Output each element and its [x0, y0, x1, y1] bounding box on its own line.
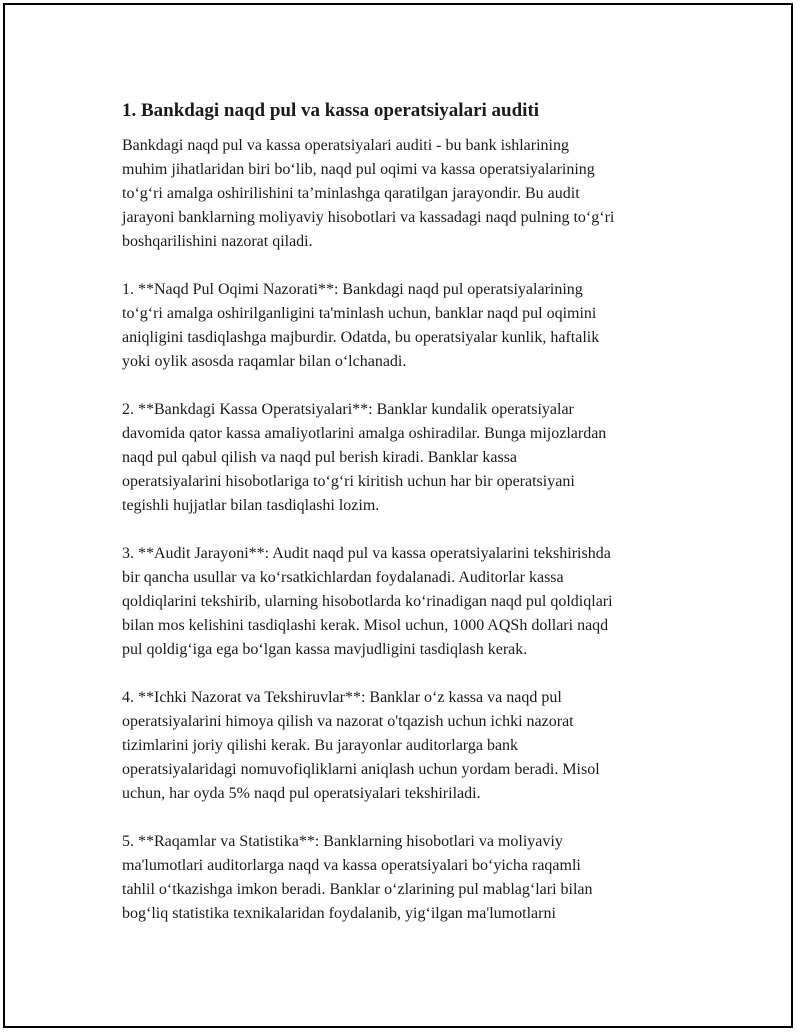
document-title: 1. Bankdagi naqd pul va kassa operatsiyalari auditi — [122, 100, 540, 121]
section-5-paragraph: 5. **Raqamlar va Statistika**: Banklarning hisobotlari va moliyaviy ma'lumotlari auditorlarga naqd va kassa operatsiyalari bo‘yicha raqamli tahlil o‘tkazishga imkon beradi. Banklar o‘zlarining pul mablag‘lari bilan bog‘liq statistika texnikalaridan foydalanib, yig‘ilgan ma'lumotlarni — [122, 833, 593, 922]
section-4-paragraph: 4. **Ichki Nazorat va Tekshiruvlar**: Banklar o‘z kassa va naqd pul operatsiyalarini himoya qilish va nazorat o'tqazish uchun ichki nazorat tizimlarini joriy qilishi kerak. Bu jarayonlar auditorlarga bank operatsiyalaridagi nomuvofiqliklarni aniqlash uchun yordam beradi. Misol uchun, har oyda 5% naqd pul operatsiyalari tekshiriladi. — [122, 689, 600, 802]
document-body — [122, 98, 712, 950]
intro-paragraph: Bankdagi naqd pul va kassa operatsiyalari auditi - bu bank ishlarining muhim jihatlaridan biri bo‘lib, naqd pul oqimi va kassa operatsiyalarining to‘g‘ri amalga oshirilishini ta’minlashga qaratilgan jarayondir. Bu audit jarayoni banklarning moliyaviy hisobotlari va kassadagi naqd pulning to‘g‘ri boshqarilishini nazorat qiladi. — [122, 137, 615, 250]
section-1-paragraph: 1. **Naqd Pul Oqimi Nazorati**: Bankdagi naqd pul operatsiyalarining to‘g‘ri amalga oshirilganligini ta'minlash uchun, banklar naqd pul oqimini aniqligini tasdiqlashga majburdir. Odatda, bu operatsiyalar kunlik, haftalik yoki oylik asosda raqamlar bilan o‘lchanadi. — [122, 281, 600, 370]
section-2-paragraph: 2. **Bankdagi Kassa Operatsiyalari**: Banklar kundalik operatsiyalar davomida qator kassa amaliyotlarini amalga oshiradilar. Bunga mijozlardan naqd pul qabul qilish va naqd pul berish kiradi. Banklar kassa operatsiyalarini hisobotlariga to‘g‘ri kiritish uchun har bir operatsiyani tegishli hujjatlar bilan tasdiqlashi lozim. — [122, 401, 607, 514]
page-frame — [3, 3, 793, 1028]
section-3-paragraph: 3. **Audit Jarayoni**: Audit naqd pul va kassa operatsiyalarini tekshirishda bir qancha usullar va ko‘rsatkichlardan foydalanadi. Auditorlar kassa qoldiqlarini tekshirib, ularning hisobotlarda ko‘rinadigan naqd pul qoldiqlari bilan mos kelishini tasdiqlashi kerak. Misol uchun, 1000 AQSh dollari naqd pul qoldig‘iga ega bo‘lgan kassa mavjudligini tasdiqlash kerak. — [122, 545, 613, 658]
